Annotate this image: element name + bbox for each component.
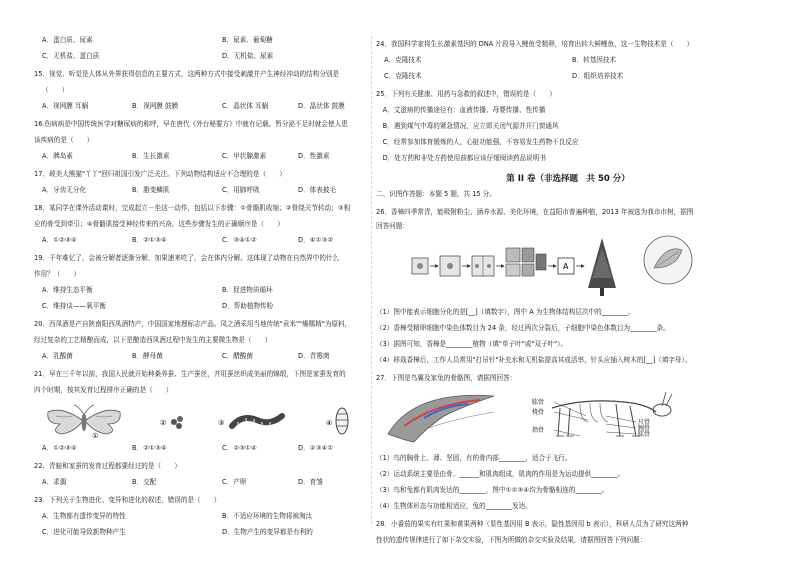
- option-d: D．晶状体 鼓膜: [298, 102, 345, 110]
- question-26-4: （4）移栽香樟后，工作人员常用"打吊针"补充水和无机盐提高其成活率，针头应插入树木的[__]（填字母）。: [376, 356, 692, 364]
- question-16-cont: 该疾病的是（ ）: [34, 136, 94, 144]
- pupa-icon: [336, 408, 348, 434]
- option-c: C．经常参加体育锻炼的人，心脏功能强，不容易发生药物不良反应: [376, 138, 579, 146]
- moth-icon: [48, 405, 121, 434]
- question-28: 28．小番茄的果实有红果和黄果两种（显性基因用 B 表示，隐性基因用 b 表示），科研人员为了研究这两种: [376, 520, 689, 528]
- option-a: A．①②③④: [42, 444, 77, 452]
- figure-label-3: ③: [218, 419, 225, 427]
- option-c: C．产卵: [222, 478, 247, 486]
- option-c: C．维持谈——氧平衡: [42, 302, 106, 310]
- option-d: D．无机盐、尿素: [222, 52, 274, 60]
- question-26-cont: 回答问题：: [376, 222, 409, 230]
- option-a: A．乳酸菌: [42, 352, 73, 360]
- option-a: A．胰岛素: [42, 152, 73, 160]
- option-b: B．视网膜 鼓膜: [132, 102, 179, 110]
- section-instructions: 二、识图作答题：本题 5 题，共 15 分。: [376, 190, 496, 198]
- camphor-tree-figure: [410, 234, 700, 300]
- cell-icon: [440, 256, 460, 276]
- label-ulna: 尺骨: [638, 419, 651, 426]
- question-27: 27．下图是鸟翼及家兔的骨骼图，请据图回答：: [376, 374, 517, 382]
- question-26-3: （3）据图可知，香樟是________植物（填"单子叶"或"双子叶"）。: [376, 340, 568, 348]
- question-26: 26．香樟四季常青，能吸附粉尘、涵养水源、美化环境，在益阳市普遍种植，2013 年被选为我市市树，据图: [376, 208, 694, 216]
- option-a: A．生物都有遗传变异的特性: [42, 512, 126, 520]
- larva-icon: [232, 416, 282, 426]
- tissue-icon: [506, 248, 546, 276]
- question-26-2: （2）香樟受精卵细胞中染色体数目为 24 条，经过两次分裂后，子细胞中染色体数目为________条。: [376, 324, 670, 332]
- question-21: 21．早在三千年以前，我国人民就开始种桑养蚕、生产蚕丝，并用蚕丝织成美丽的锦缎，下图是家蚕发育的: [34, 370, 346, 378]
- section-title: 第 II 卷（非选择题 共 50 分）: [506, 174, 630, 184]
- question-27-1: （1）鸟的胸骨上、薄、坚固，有的骨内部________，适合于飞行。: [376, 454, 572, 462]
- option-c: C．克隆技术: [384, 72, 422, 80]
- question-28-cont: 性状的遗传规律进行了如下杂交实验，下图为所做的杂交实验及结果，请据图回答下列问题：: [376, 536, 647, 544]
- silkworm-life-cycle-figure: [42, 402, 372, 440]
- question-15: 15．视觉、听觉是人体从外界获得信息的主要方式，这两种方式中接受刺激并产生神经冲动的结构分别是: [34, 70, 340, 78]
- option-d: D．处方药和非处方药使用前都应该仔细阅读药品说明书: [376, 154, 546, 162]
- option-d: D．青霉菌: [298, 352, 330, 360]
- cell-icon: [472, 256, 494, 276]
- question-16: 16.伤病病是中国传统医学对糖尿病的称呼，早在唐代《外台秘要方》中就有记载。暂分泌不足时就会使人患: [34, 120, 348, 128]
- option-d: D．育雏: [298, 478, 323, 486]
- question-25: 25．下列有关健康、用药与急救的叙述中，错误的是（ ）: [376, 90, 556, 98]
- option-b: B．酵母菌: [132, 352, 163, 360]
- option-a: A．克隆技术: [384, 56, 422, 64]
- option-b: B．交配: [132, 478, 157, 486]
- option-b: B．不适应环境的生物将被淘汰: [222, 512, 313, 520]
- option-c: C．甲状腺激素: [222, 152, 267, 160]
- option-a: A．维持生态平衡: [42, 286, 93, 294]
- option-a: A．蛋白质、尿素: [42, 36, 93, 44]
- option-b: B．遇到煤气中毒的紧急情况，应立即关闭气源并开门窗通风: [376, 122, 559, 130]
- option-a: A．①②③④: [42, 236, 77, 244]
- option-a: A．牙齿无分化: [42, 186, 87, 194]
- question-22: 22．青蛙和家蚕的发育过程都要经过的是（ ）: [34, 462, 181, 470]
- option-a: A．求偶: [42, 478, 67, 486]
- question-27-3: （3）鸟和兔都有肌肉发达的________，图中①②③④均为骨骼相连的________。: [376, 486, 609, 494]
- option-d: D．生物产生的变异都是有利的: [222, 528, 313, 536]
- column-divider: [371, 36, 372, 524]
- option-d: D．体表披毛: [298, 186, 337, 194]
- organ-label-a: A: [563, 262, 569, 271]
- bird-rabbit-skeleton-figure: [384, 386, 714, 448]
- option-d: D．帮助植物传粉: [222, 302, 274, 310]
- option-b: B．转基因技术: [572, 56, 617, 64]
- option-c: C．无机盐、蛋白质: [42, 52, 100, 60]
- question-17: 17．玻美大熊猫"丫丫"回归祖国引发广泛关注。下列动物结构适应不合理的是（ ）: [34, 170, 286, 178]
- option-b: B．生长激素: [132, 152, 170, 160]
- question-19-cont: 作用？（ ）: [34, 270, 81, 278]
- label-carpal: 腕骨: [638, 425, 651, 432]
- option-c: C．晶状体 耳蜗: [222, 102, 269, 110]
- question-18: 18．某同学在课外活动课时，完成起立－坐这一动作，包括以下步骤：①骨骼肌收缩；②骨绕关节转动；③相: [34, 204, 351, 212]
- option-c: C．③④①②: [222, 236, 257, 244]
- option-d: D．性激素: [298, 152, 330, 160]
- option-b: B．促进物质循环: [222, 286, 273, 294]
- label-radius: 桡骨: [532, 409, 545, 416]
- bird-wing-icon: [388, 395, 494, 442]
- question-20: 20．西凤酒是产自陕南阳西凤酒特产，中国国家地理标志产品。凤之酒采用当地传统"贡米""燥糯精"为原料，: [34, 320, 352, 328]
- option-a: A．艾滋病的传播途径有：血液传播、母婴传播、性传播: [376, 106, 546, 114]
- question-23: 23．下列关于生物进化、变异和进化的叙述，错误的是（ ）: [34, 496, 221, 504]
- question-19: 19．千年难忆了，会被分解者逐渐分解，加果速来吃了，会在体内分解。这体现了动物在自然界中的什么: [34, 254, 340, 262]
- option-c: C．②③①④: [222, 444, 257, 452]
- label-humerus: 肱骨: [532, 399, 545, 406]
- rabbit-skeleton-icon: [552, 392, 672, 436]
- option-d: D．④①③②: [298, 236, 334, 244]
- option-d: D．②③④①: [298, 444, 334, 452]
- tree-icon: [588, 238, 616, 296]
- figure-label-2: ②: [160, 419, 167, 427]
- option-a: A．视网膜 耳蜗: [42, 102, 89, 110]
- label-humerus-2: 肱骨: [638, 431, 651, 438]
- leaf-magnified-icon: [644, 236, 692, 284]
- option-b: B．②①③④: [132, 444, 167, 452]
- option-c: C．进化可能导致新物种产生: [42, 528, 126, 536]
- question-20-cont: 经过复杂的工艺精酿而成，以下是酿造西凤酒过程中发生的主要微生物是（ ）: [34, 336, 272, 344]
- question-27-4: （4）生物体形态与功能相适应，兔的________发达。: [376, 502, 532, 510]
- question-24: 24．我国科学家将生长激素基因的 DNA 片段导入鲤鱼受精卵，培育出转大鲜鲤鱼，这一生物技术是（ ）: [376, 40, 694, 48]
- option-b: B．脂变鳞肌: [132, 186, 170, 194]
- eggs-icon: [171, 416, 183, 429]
- question-18-cont: 应的骨受到牵引；④骨骼肌接受神经传来的兴奋。这些步骤发生的正确顺序是（ ）: [34, 220, 284, 228]
- figure-label-1: ①: [92, 432, 99, 440]
- question-27-2: （2）运动系统主要是由骨、______和肌肉组成，肌肉的作用是为运动提供________。: [376, 470, 625, 478]
- cell-icon: [412, 258, 428, 274]
- option-d: D．组织培养技术: [572, 72, 624, 80]
- label-phalanges: 指骨: [532, 427, 545, 434]
- option-b: B．尿素、葡萄糖: [222, 36, 273, 44]
- question-21-cont: 四个时期，按其发育过程排序正确的是（ ）: [34, 386, 173, 394]
- option-b: B．②①③④: [132, 236, 167, 244]
- figure-label-4: ④: [326, 419, 333, 427]
- organ-box: [558, 258, 574, 274]
- question-26-1: （1）图中能表示细胞分化的是[__]（填数字），图中 A 为生物体结构层次中的________。: [376, 308, 635, 316]
- question-15-paren: （ ）: [42, 86, 69, 94]
- option-c: C．醋酸菌: [222, 352, 253, 360]
- option-c: C．用肺呼吸: [222, 186, 260, 194]
